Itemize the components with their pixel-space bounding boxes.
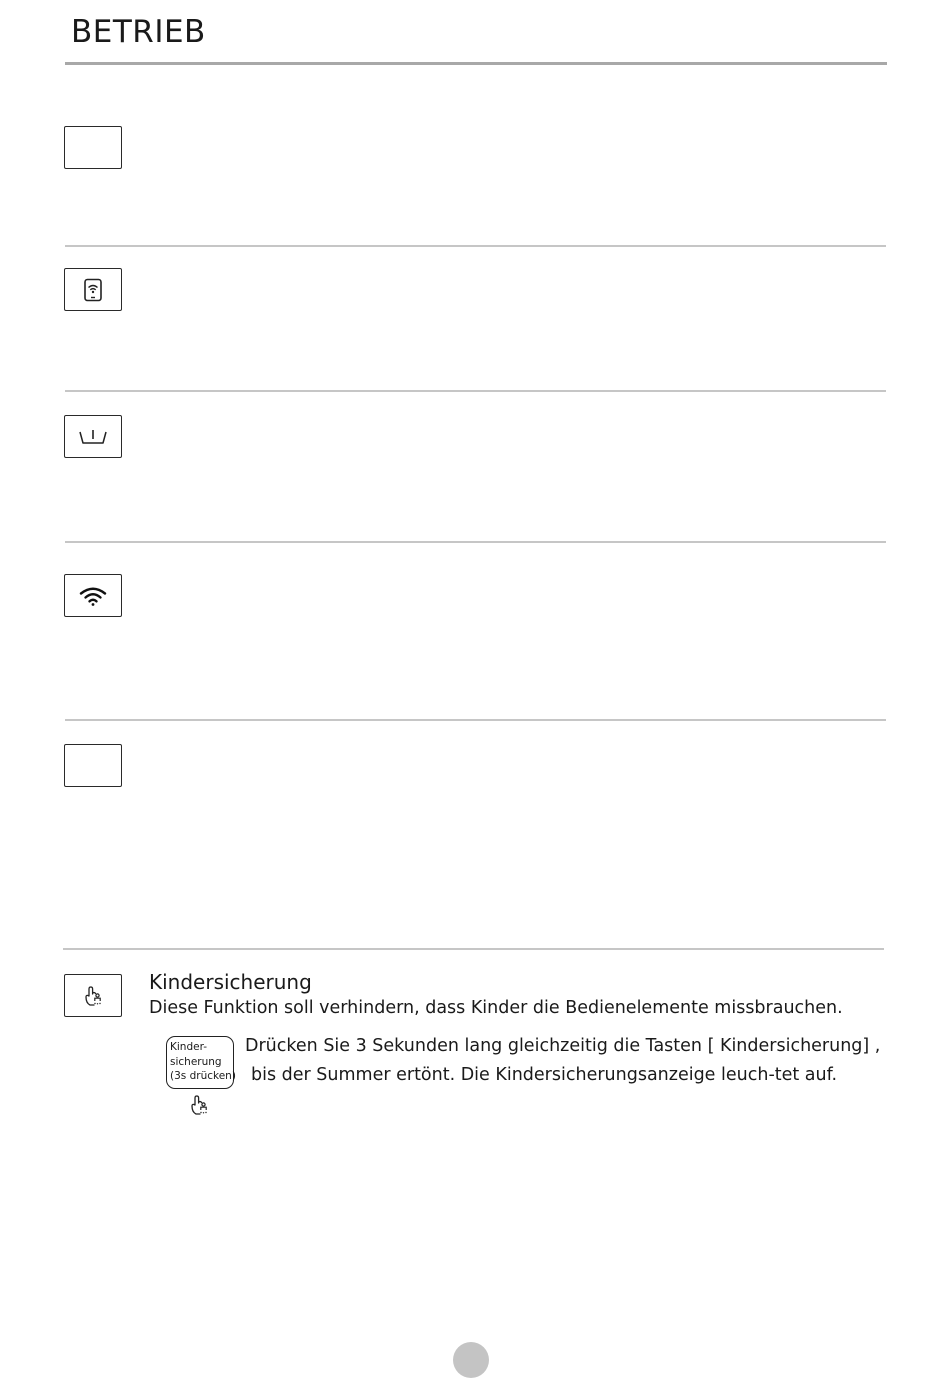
child-lock-icon [82, 984, 104, 1008]
child-lock-indicator-icon [188, 1093, 210, 1121]
basin-key [64, 415, 122, 458]
wifi-key [64, 574, 122, 617]
section-divider [65, 245, 886, 247]
child-lock-title: Kindersicherung [149, 970, 312, 994]
instruction-line-1: Drücken Sie 3 Sekunden lang gleichzeitig die Tasten [ Kindersicherung] , [245, 1036, 881, 1056]
page-title: BETRIEB [71, 14, 206, 50]
basin-icon [78, 427, 108, 447]
title-divider [65, 62, 887, 65]
child-lock-panel-button [166, 1036, 234, 1089]
page-number-marker [453, 1342, 489, 1378]
tablet-wifi-icon [83, 278, 103, 302]
tablet-wifi-key [64, 268, 122, 311]
section-divider [65, 390, 886, 392]
panel-button-label-line: Kinder- [170, 1041, 208, 1053]
child-lock-key [64, 974, 122, 1017]
instruction-line-2: bis der Summer ertönt. Die Kindersicherungsanzeige leuch-tet auf. [251, 1065, 838, 1085]
section-divider [65, 719, 886, 721]
blank-key-2 [64, 744, 122, 787]
panel-button-label-line: (3s drücken) [170, 1070, 236, 1082]
wifi-icon [78, 585, 108, 607]
blank-key-1 [64, 126, 122, 169]
section-divider [63, 948, 884, 950]
section-divider [65, 541, 886, 543]
panel-button-label-line: sicherung [170, 1055, 222, 1068]
child-lock-description: Diese Funktion soll verhindern, dass Kinder die Bedienelemente missbrauchen. [149, 998, 843, 1018]
